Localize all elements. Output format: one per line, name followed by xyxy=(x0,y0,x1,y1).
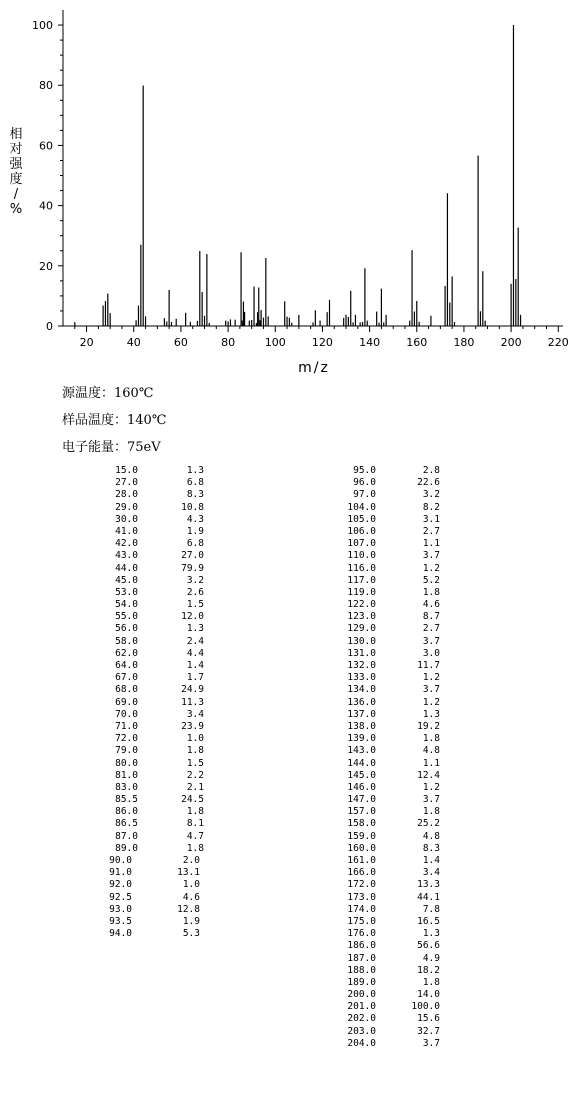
x-tick-label: 40 xyxy=(126,336,141,349)
peak-intensity: 6.8 xyxy=(186,477,204,489)
peak-intensity: 1.2 xyxy=(422,781,440,793)
peak-intensity: 5.2 xyxy=(422,574,440,586)
peak-intensity: 4.6 xyxy=(422,599,440,611)
peak-mz: 81.0 xyxy=(115,769,138,781)
peak-row xyxy=(330,977,460,989)
peak-intensity: 11.3 xyxy=(181,696,204,708)
peak-intensity: 1.1 xyxy=(422,538,440,550)
peak-mz: 123.0 xyxy=(347,611,376,623)
peak-mz: 95.0 xyxy=(353,465,376,476)
peak-row xyxy=(330,563,460,575)
peak-mz: 107.0 xyxy=(347,538,376,550)
peak-mz: 202.0 xyxy=(347,1013,376,1025)
peak-intensity: 6.8 xyxy=(186,538,204,550)
y-tick-label: 40 xyxy=(39,199,53,213)
peak-intensity: 1.8 xyxy=(186,806,204,818)
x-tick-label: 100 xyxy=(264,336,286,349)
x-axis-label: m/z xyxy=(298,360,330,376)
peak-row xyxy=(330,477,460,489)
peak-mz: 145.0 xyxy=(347,769,376,781)
peak-intensity: 3.7 xyxy=(422,794,440,806)
peak-mz: 189.0 xyxy=(347,976,376,988)
peak-mz: 15.0 xyxy=(115,465,138,476)
peak-mz: 147.0 xyxy=(347,794,376,806)
peak-intensity: 3.7 xyxy=(422,684,440,696)
electron-energy: 电子能量：75eV xyxy=(62,440,161,455)
peak-row xyxy=(330,611,460,623)
peak-intensity: 15.6 xyxy=(417,1013,440,1025)
peak-mz: 144.0 xyxy=(347,757,376,769)
peak-intensity: 1.8 xyxy=(422,586,440,598)
peak-intensity: 8.2 xyxy=(422,501,440,513)
peak-intensity: 14.0 xyxy=(417,989,440,1001)
peak-mz: 96.0 xyxy=(353,477,376,489)
peak-mz: 130.0 xyxy=(347,635,376,647)
peak-intensity: 3.4 xyxy=(422,867,440,879)
peak-intensity: 16.5 xyxy=(417,915,440,927)
peak-mz: 176.0 xyxy=(347,928,376,940)
peak-mz: 27.0 xyxy=(115,477,138,489)
peak-row xyxy=(80,672,220,684)
peak-intensity: 56.6 xyxy=(417,940,440,952)
spectrum-bars xyxy=(75,25,521,326)
peak-mz: 131.0 xyxy=(347,647,376,659)
peak-intensity: 2.7 xyxy=(422,525,440,537)
peak-row xyxy=(80,879,220,891)
peak-intensity: 1.2 xyxy=(422,696,440,708)
x-tick-label: 160 xyxy=(406,336,428,349)
peak-intensity: 12.0 xyxy=(181,611,204,623)
peak-mz: 45.0 xyxy=(115,574,138,586)
peak-row xyxy=(80,563,220,575)
peak-intensity: 22.6 xyxy=(417,477,440,489)
peak-row xyxy=(330,502,460,514)
peak-mz: 90.0 xyxy=(109,855,132,866)
peak-mz: 72.0 xyxy=(115,733,138,745)
peak-mz: 29.0 xyxy=(115,501,138,513)
peak-intensity: 3.0 xyxy=(422,647,440,659)
peak-row xyxy=(80,855,220,867)
peak-intensity: 1.5 xyxy=(186,757,204,769)
peak-row xyxy=(330,818,460,830)
peak-row xyxy=(330,1001,460,1013)
peak-row xyxy=(80,709,220,721)
peak-row xyxy=(330,660,460,672)
peak-intensity: 4.8 xyxy=(422,830,440,842)
peak-row xyxy=(80,587,220,599)
peak-row xyxy=(80,636,220,648)
peak-row xyxy=(330,575,460,587)
peak-row xyxy=(330,1038,460,1050)
peak-intensity: 1.2 xyxy=(422,672,440,684)
peak-row xyxy=(330,587,460,599)
peak-intensity: 3.1 xyxy=(422,513,440,525)
peak-mz: 58.0 xyxy=(115,635,138,647)
peak-table-left-upper xyxy=(80,465,220,855)
peak-row xyxy=(330,843,460,855)
peak-mz: 204.0 xyxy=(347,1037,376,1049)
peak-row xyxy=(330,855,460,867)
peak-mz: 105.0 xyxy=(347,513,376,525)
peak-mz: 200.0 xyxy=(347,989,376,1001)
peak-mz: 157.0 xyxy=(347,806,376,818)
x-tick-label: 220 xyxy=(547,336,569,349)
peak-intensity: 27.0 xyxy=(181,550,204,562)
peak-row xyxy=(80,782,220,794)
peak-row xyxy=(80,745,220,757)
x-tick-label: 200 xyxy=(500,336,522,349)
peak-row xyxy=(330,953,460,965)
peak-intensity: 1.1 xyxy=(422,757,440,769)
peak-intensity: 1.9 xyxy=(182,915,200,927)
peak-row xyxy=(80,526,220,538)
peak-mz: 201.0 xyxy=(347,1001,376,1013)
sample-temperature: 样品温度：140℃ xyxy=(62,413,167,428)
peak-row xyxy=(80,502,220,514)
peak-row xyxy=(330,867,460,879)
peak-mz: 89.0 xyxy=(115,842,138,854)
peak-row xyxy=(330,721,460,733)
peak-intensity: 44.1 xyxy=(417,891,440,903)
peak-mz: 92.0 xyxy=(109,879,132,891)
peak-row xyxy=(330,538,460,550)
peak-intensity: 4.4 xyxy=(186,647,204,659)
peak-row xyxy=(80,928,220,940)
peak-mz: 70.0 xyxy=(115,708,138,720)
y-tick-label: 20 xyxy=(39,259,53,273)
peak-table-right xyxy=(330,465,460,1050)
peak-row xyxy=(330,709,460,721)
peak-mz: 93.0 xyxy=(109,903,132,915)
peak-mz: 143.0 xyxy=(347,745,376,757)
peak-intensity: 5.3 xyxy=(182,928,200,940)
chart-axes xyxy=(63,10,563,326)
peak-row xyxy=(80,660,220,672)
peak-row xyxy=(330,965,460,977)
peak-intensity: 13.1 xyxy=(177,867,200,879)
peak-intensity: 4.6 xyxy=(182,891,200,903)
peak-row xyxy=(330,514,460,526)
peak-mz: 136.0 xyxy=(347,696,376,708)
y-axis-label: 相对强度/ % xyxy=(9,127,23,217)
peak-intensity: 19.2 xyxy=(417,720,440,732)
peak-row xyxy=(330,672,460,684)
peak-intensity: 3.7 xyxy=(422,550,440,562)
peak-row xyxy=(80,575,220,587)
peak-mz: 173.0 xyxy=(347,891,376,903)
peak-mz: 175.0 xyxy=(347,915,376,927)
peak-row xyxy=(80,684,220,696)
peak-mz: 41.0 xyxy=(115,525,138,537)
peak-mz: 42.0 xyxy=(115,538,138,550)
peak-intensity: 2.8 xyxy=(422,465,440,476)
peak-row xyxy=(80,831,220,843)
peak-row xyxy=(80,721,220,733)
peak-intensity: 2.0 xyxy=(182,855,200,866)
peak-intensity: 79.9 xyxy=(181,562,204,574)
peak-mz: 159.0 xyxy=(347,830,376,842)
peak-row xyxy=(330,916,460,928)
peak-mz: 87.0 xyxy=(115,830,138,842)
peak-mz: 86.5 xyxy=(115,818,138,830)
peak-mz: 134.0 xyxy=(347,684,376,696)
peak-mz: 132.0 xyxy=(347,660,376,671)
peak-mz: 85.5 xyxy=(115,794,138,806)
peak-mz: 80.0 xyxy=(115,757,138,769)
peak-row xyxy=(80,514,220,526)
peak-row xyxy=(80,818,220,830)
peak-intensity: 25.2 xyxy=(417,818,440,830)
peak-row xyxy=(330,794,460,806)
peak-row xyxy=(80,843,220,855)
peak-intensity: 4.7 xyxy=(186,830,204,842)
peak-intensity: 3.2 xyxy=(186,574,204,586)
peak-row xyxy=(80,611,220,623)
peak-row xyxy=(80,477,220,489)
peak-intensity: 2.2 xyxy=(186,769,204,781)
peak-intensity: 1.4 xyxy=(422,855,440,866)
peak-mz: 161.0 xyxy=(347,855,376,866)
peak-row xyxy=(330,1013,460,1025)
peak-row xyxy=(330,770,460,782)
x-tick-label: 60 xyxy=(173,336,188,349)
peak-mz: 122.0 xyxy=(347,599,376,611)
peak-mz: 93.5 xyxy=(109,915,132,927)
mass-spectrum-chart xyxy=(0,0,570,380)
peak-intensity: 4.8 xyxy=(422,745,440,757)
peak-row xyxy=(330,684,460,696)
peak-mz: 104.0 xyxy=(347,501,376,513)
peak-mz: 86.0 xyxy=(115,806,138,818)
peak-mz: 166.0 xyxy=(347,867,376,879)
peak-mz: 67.0 xyxy=(115,672,138,684)
peak-mz: 117.0 xyxy=(347,574,376,586)
peak-table-left-lower xyxy=(80,855,220,940)
peak-mz: 129.0 xyxy=(347,623,376,635)
y-tick-label: 60 xyxy=(39,139,53,153)
peak-row xyxy=(330,1026,460,1038)
peak-row xyxy=(330,465,460,477)
peak-mz: 188.0 xyxy=(347,964,376,976)
y-axis-ticks xyxy=(32,19,63,333)
peak-intensity: 1.3 xyxy=(186,623,204,635)
peak-row xyxy=(80,794,220,806)
peak-intensity: 1.8 xyxy=(186,745,204,757)
peak-mz: 187.0 xyxy=(347,952,376,964)
peak-intensity: 1.3 xyxy=(186,465,204,476)
peak-row xyxy=(330,623,460,635)
peak-mz: 54.0 xyxy=(115,599,138,611)
peak-mz: 94.0 xyxy=(109,928,132,940)
x-tick-label: 180 xyxy=(453,336,475,349)
x-tick-label: 80 xyxy=(221,336,236,349)
peak-mz: 116.0 xyxy=(347,562,376,574)
peak-mz: 97.0 xyxy=(353,489,376,501)
peak-mz: 106.0 xyxy=(347,525,376,537)
peak-row xyxy=(80,904,220,916)
peak-row xyxy=(80,916,220,928)
peak-mz: 79.0 xyxy=(115,745,138,757)
peak-row xyxy=(330,806,460,818)
peak-mz: 30.0 xyxy=(115,513,138,525)
peak-row xyxy=(80,550,220,562)
peak-row xyxy=(330,489,460,501)
peak-intensity: 1.4 xyxy=(186,660,204,671)
peak-intensity: 1.0 xyxy=(186,733,204,745)
peak-intensity: 12.4 xyxy=(417,769,440,781)
peak-row xyxy=(80,697,220,709)
peak-intensity: 24.5 xyxy=(181,794,204,806)
peak-mz: 172.0 xyxy=(347,879,376,891)
peak-mz: 139.0 xyxy=(347,733,376,745)
peak-intensity: 1.3 xyxy=(422,708,440,720)
peak-intensity: 3.7 xyxy=(422,1037,440,1049)
peak-intensity: 1.8 xyxy=(422,976,440,988)
peak-intensity: 4.9 xyxy=(422,952,440,964)
peak-mz: 133.0 xyxy=(347,672,376,684)
peak-row xyxy=(80,867,220,879)
peak-row xyxy=(330,782,460,794)
peak-intensity: 3.2 xyxy=(422,489,440,501)
peak-intensity: 3.7 xyxy=(422,635,440,647)
peak-intensity: 8.3 xyxy=(186,489,204,501)
peak-intensity: 1.2 xyxy=(422,562,440,574)
x-axis-ticks xyxy=(75,326,569,349)
peak-mz: 71.0 xyxy=(115,720,138,732)
peak-mz: 64.0 xyxy=(115,660,138,671)
peak-intensity: 1.0 xyxy=(182,879,200,891)
peak-row xyxy=(80,648,220,660)
peak-intensity: 1.9 xyxy=(186,525,204,537)
peak-row xyxy=(330,758,460,770)
peak-intensity: 24.9 xyxy=(181,684,204,696)
peak-row xyxy=(330,648,460,660)
peak-mz: 55.0 xyxy=(115,611,138,623)
peak-row xyxy=(330,733,460,745)
peak-mz: 83.0 xyxy=(115,781,138,793)
peak-mz: 28.0 xyxy=(115,489,138,501)
peak-mz: 119.0 xyxy=(347,586,376,598)
peak-row xyxy=(330,904,460,916)
peak-mz: 174.0 xyxy=(347,903,376,915)
peak-mz: 91.0 xyxy=(109,867,132,879)
peak-intensity: 8.3 xyxy=(422,842,440,854)
peak-mz: 68.0 xyxy=(115,684,138,696)
peak-intensity: 2.6 xyxy=(186,586,204,598)
peak-intensity: 8.7 xyxy=(422,611,440,623)
peak-intensity: 100.0 xyxy=(411,1001,440,1013)
peak-intensity: 1.5 xyxy=(186,599,204,611)
y-tick-label: 0 xyxy=(46,320,53,333)
source-temperature: 源温度：160℃ xyxy=(62,386,154,401)
peak-row xyxy=(330,928,460,940)
peak-row xyxy=(80,770,220,782)
peak-mz: 56.0 xyxy=(115,623,138,635)
peak-intensity: 7.8 xyxy=(422,903,440,915)
peak-intensity: 3.4 xyxy=(186,708,204,720)
peak-intensity: 10.8 xyxy=(181,501,204,513)
peak-row xyxy=(330,940,460,952)
peak-mz: 137.0 xyxy=(347,708,376,720)
peak-mz: 43.0 xyxy=(115,550,138,562)
peak-intensity: 8.1 xyxy=(186,818,204,830)
peak-row xyxy=(330,550,460,562)
peak-row xyxy=(330,892,460,904)
x-tick-label: 20 xyxy=(79,336,94,349)
y-tick-label: 80 xyxy=(39,79,53,93)
peak-intensity: 32.7 xyxy=(417,1025,440,1037)
peak-mz: 160.0 xyxy=(347,842,376,854)
peak-row xyxy=(80,538,220,550)
peak-intensity: 11.7 xyxy=(417,660,440,671)
peak-intensity: 2.7 xyxy=(422,623,440,635)
peak-row xyxy=(80,489,220,501)
peak-row xyxy=(330,879,460,891)
peak-intensity: 1.7 xyxy=(186,672,204,684)
peak-row xyxy=(80,623,220,635)
peak-row xyxy=(80,892,220,904)
peak-intensity: 1.3 xyxy=(422,928,440,940)
peak-mz: 53.0 xyxy=(115,586,138,598)
peak-row xyxy=(330,831,460,843)
peak-row xyxy=(330,599,460,611)
peak-intensity: 12.8 xyxy=(177,903,200,915)
peak-mz: 69.0 xyxy=(115,696,138,708)
peak-row xyxy=(330,745,460,757)
peak-row xyxy=(80,465,220,477)
peak-intensity: 13.3 xyxy=(417,879,440,891)
peak-row xyxy=(330,697,460,709)
peak-intensity: 1.8 xyxy=(186,842,204,854)
peak-intensity: 4.3 xyxy=(186,513,204,525)
peak-mz: 146.0 xyxy=(347,781,376,793)
peak-mz: 110.0 xyxy=(347,550,376,562)
peak-mz: 158.0 xyxy=(347,818,376,830)
peak-row xyxy=(80,758,220,770)
peak-mz: 203.0 xyxy=(347,1025,376,1037)
peak-intensity: 18.2 xyxy=(417,964,440,976)
peak-intensity: 2.4 xyxy=(186,635,204,647)
peak-mz: 138.0 xyxy=(347,720,376,732)
peak-row xyxy=(80,733,220,745)
peak-intensity: 23.9 xyxy=(181,720,204,732)
peak-row xyxy=(80,599,220,611)
peak-row xyxy=(330,526,460,538)
peak-row xyxy=(80,806,220,818)
x-tick-label: 120 xyxy=(311,336,333,349)
peak-mz: 62.0 xyxy=(115,647,138,659)
peak-row xyxy=(330,989,460,1001)
peak-mz: 92.5 xyxy=(109,891,132,903)
peak-mz: 44.0 xyxy=(115,562,138,574)
peak-intensity: 1.8 xyxy=(422,733,440,745)
peak-intensity: 1.8 xyxy=(422,806,440,818)
x-tick-label: 140 xyxy=(359,336,381,349)
peak-intensity: 2.1 xyxy=(186,781,204,793)
y-tick-label: 100 xyxy=(32,19,53,33)
peak-row xyxy=(330,636,460,648)
peak-mz: 186.0 xyxy=(347,940,376,952)
